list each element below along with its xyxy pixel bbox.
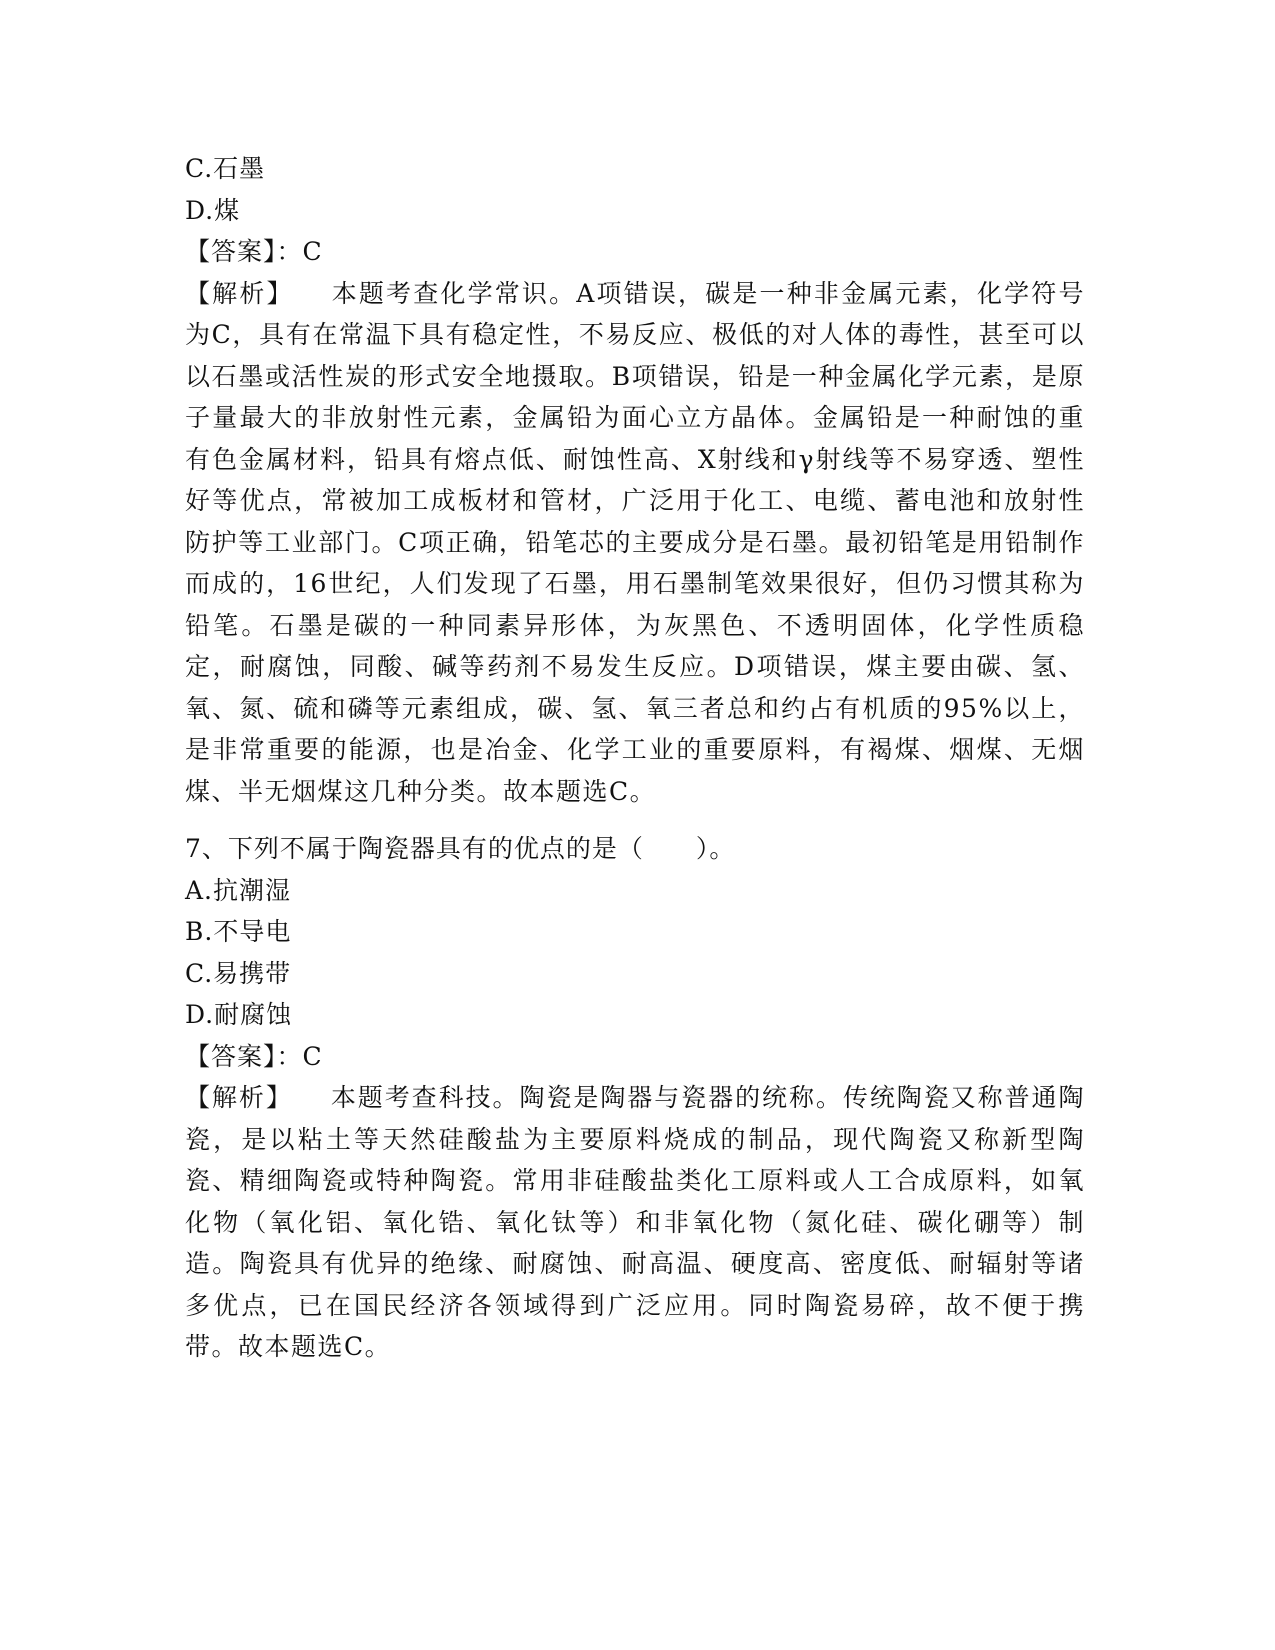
- section-gap: [185, 812, 1085, 828]
- q7-analysis-text: 本题考查科技。陶瓷是陶器与瓷器的统称。传统陶瓷又称普通陶瓷，是以粘土等天然硅酸盐为主要原料烧成的制品，现代陶瓷又称新型陶瓷、精细陶瓷或特种陶瓷。常用非硅酸盐类化工原料或人工合成原料，如氧化物（氧化铝、氧化锆、氧化钛等）和非氧化物（氮化硅、碳化硼等）制造。陶瓷具有优异的绝缘、耐腐蚀、耐高温、硬度高、密度低、耐辐射等诸多优点，已在国民经济各领域得到广泛应用。同时陶瓷易碎，故不便于携带。故本题选C。: [185, 1083, 1085, 1361]
- q6-analysis-text: 本题考查化学常识。A项错误，碳是一种非金属元素，化学符号为C，具有在常温下具有稳定性，不易反应、极低的对人体的毒性，甚至可以以石墨或活性炭的形式安全地摄取。B项错误，铅是一种金属化学元素，是原子量最大的非放射性元素，金属铅为面心立方晶体。金属铅是一种耐蚀的重有色金属材料，铅具有熔点低、耐蚀性高、X射线和γ射线等不易穿透、塑性好等优点，常被加工成板材和管材，广泛用于化工、电缆、蓄电池和放射性防护等工业部门。C项正确，铅笔芯的主要成分是石墨。最初铅笔是用铅制作而成的，16世纪，人们发现了石墨，用石墨制笔效果很好，但仍习惯其称为铅笔。石墨是碳的一种同素异形体，为灰黑色、不透明固体，化学性质稳定，耐腐蚀，同酸、碱等药剂不易发生反应。D项错误，煤主要由碳、氢、氧、氮、硫和磷等元素组成，碳、氢、氧三者总和约占有机质的95%以上，是非常重要的能源，也是冶金、化学工业的重要原料，有褐煤、烟煤、无烟煤、半无烟煤这几种分类。故本题选C。: [185, 278, 1085, 806]
- q6-option-c: C.石墨: [185, 154, 266, 183]
- q7-analysis-label: 【解析】: [185, 1083, 293, 1112]
- q6-analysis-label: 【解析】: [185, 278, 294, 308]
- q7-analysis: [185, 1077, 1085, 1368]
- q6-answer: [185, 231, 1085, 273]
- page-content: [185, 148, 1085, 1368]
- q6-analysis: [185, 273, 1085, 813]
- q7-option-a: A.抗潮湿: [185, 875, 292, 905]
- q6-option-d: D.煤: [185, 195, 241, 225]
- q7-answer: [185, 1036, 1085, 1078]
- q7-answer-label: 【答案】: [185, 1041, 277, 1071]
- q7-question: 7、下列不属于陶瓷器具有的优点的是（ ）。: [185, 834, 736, 863]
- q6-answer-label: 【答案】: [185, 237, 277, 266]
- q7-answer-value: ：C: [276, 1041, 323, 1071]
- q6-answer-value: ：C: [276, 237, 323, 266]
- q7-option-b: B.不导电: [185, 917, 292, 946]
- q7-option-c: C.易携带: [185, 958, 292, 988]
- q7-option-d: D.耐腐蚀: [185, 1000, 293, 1029]
